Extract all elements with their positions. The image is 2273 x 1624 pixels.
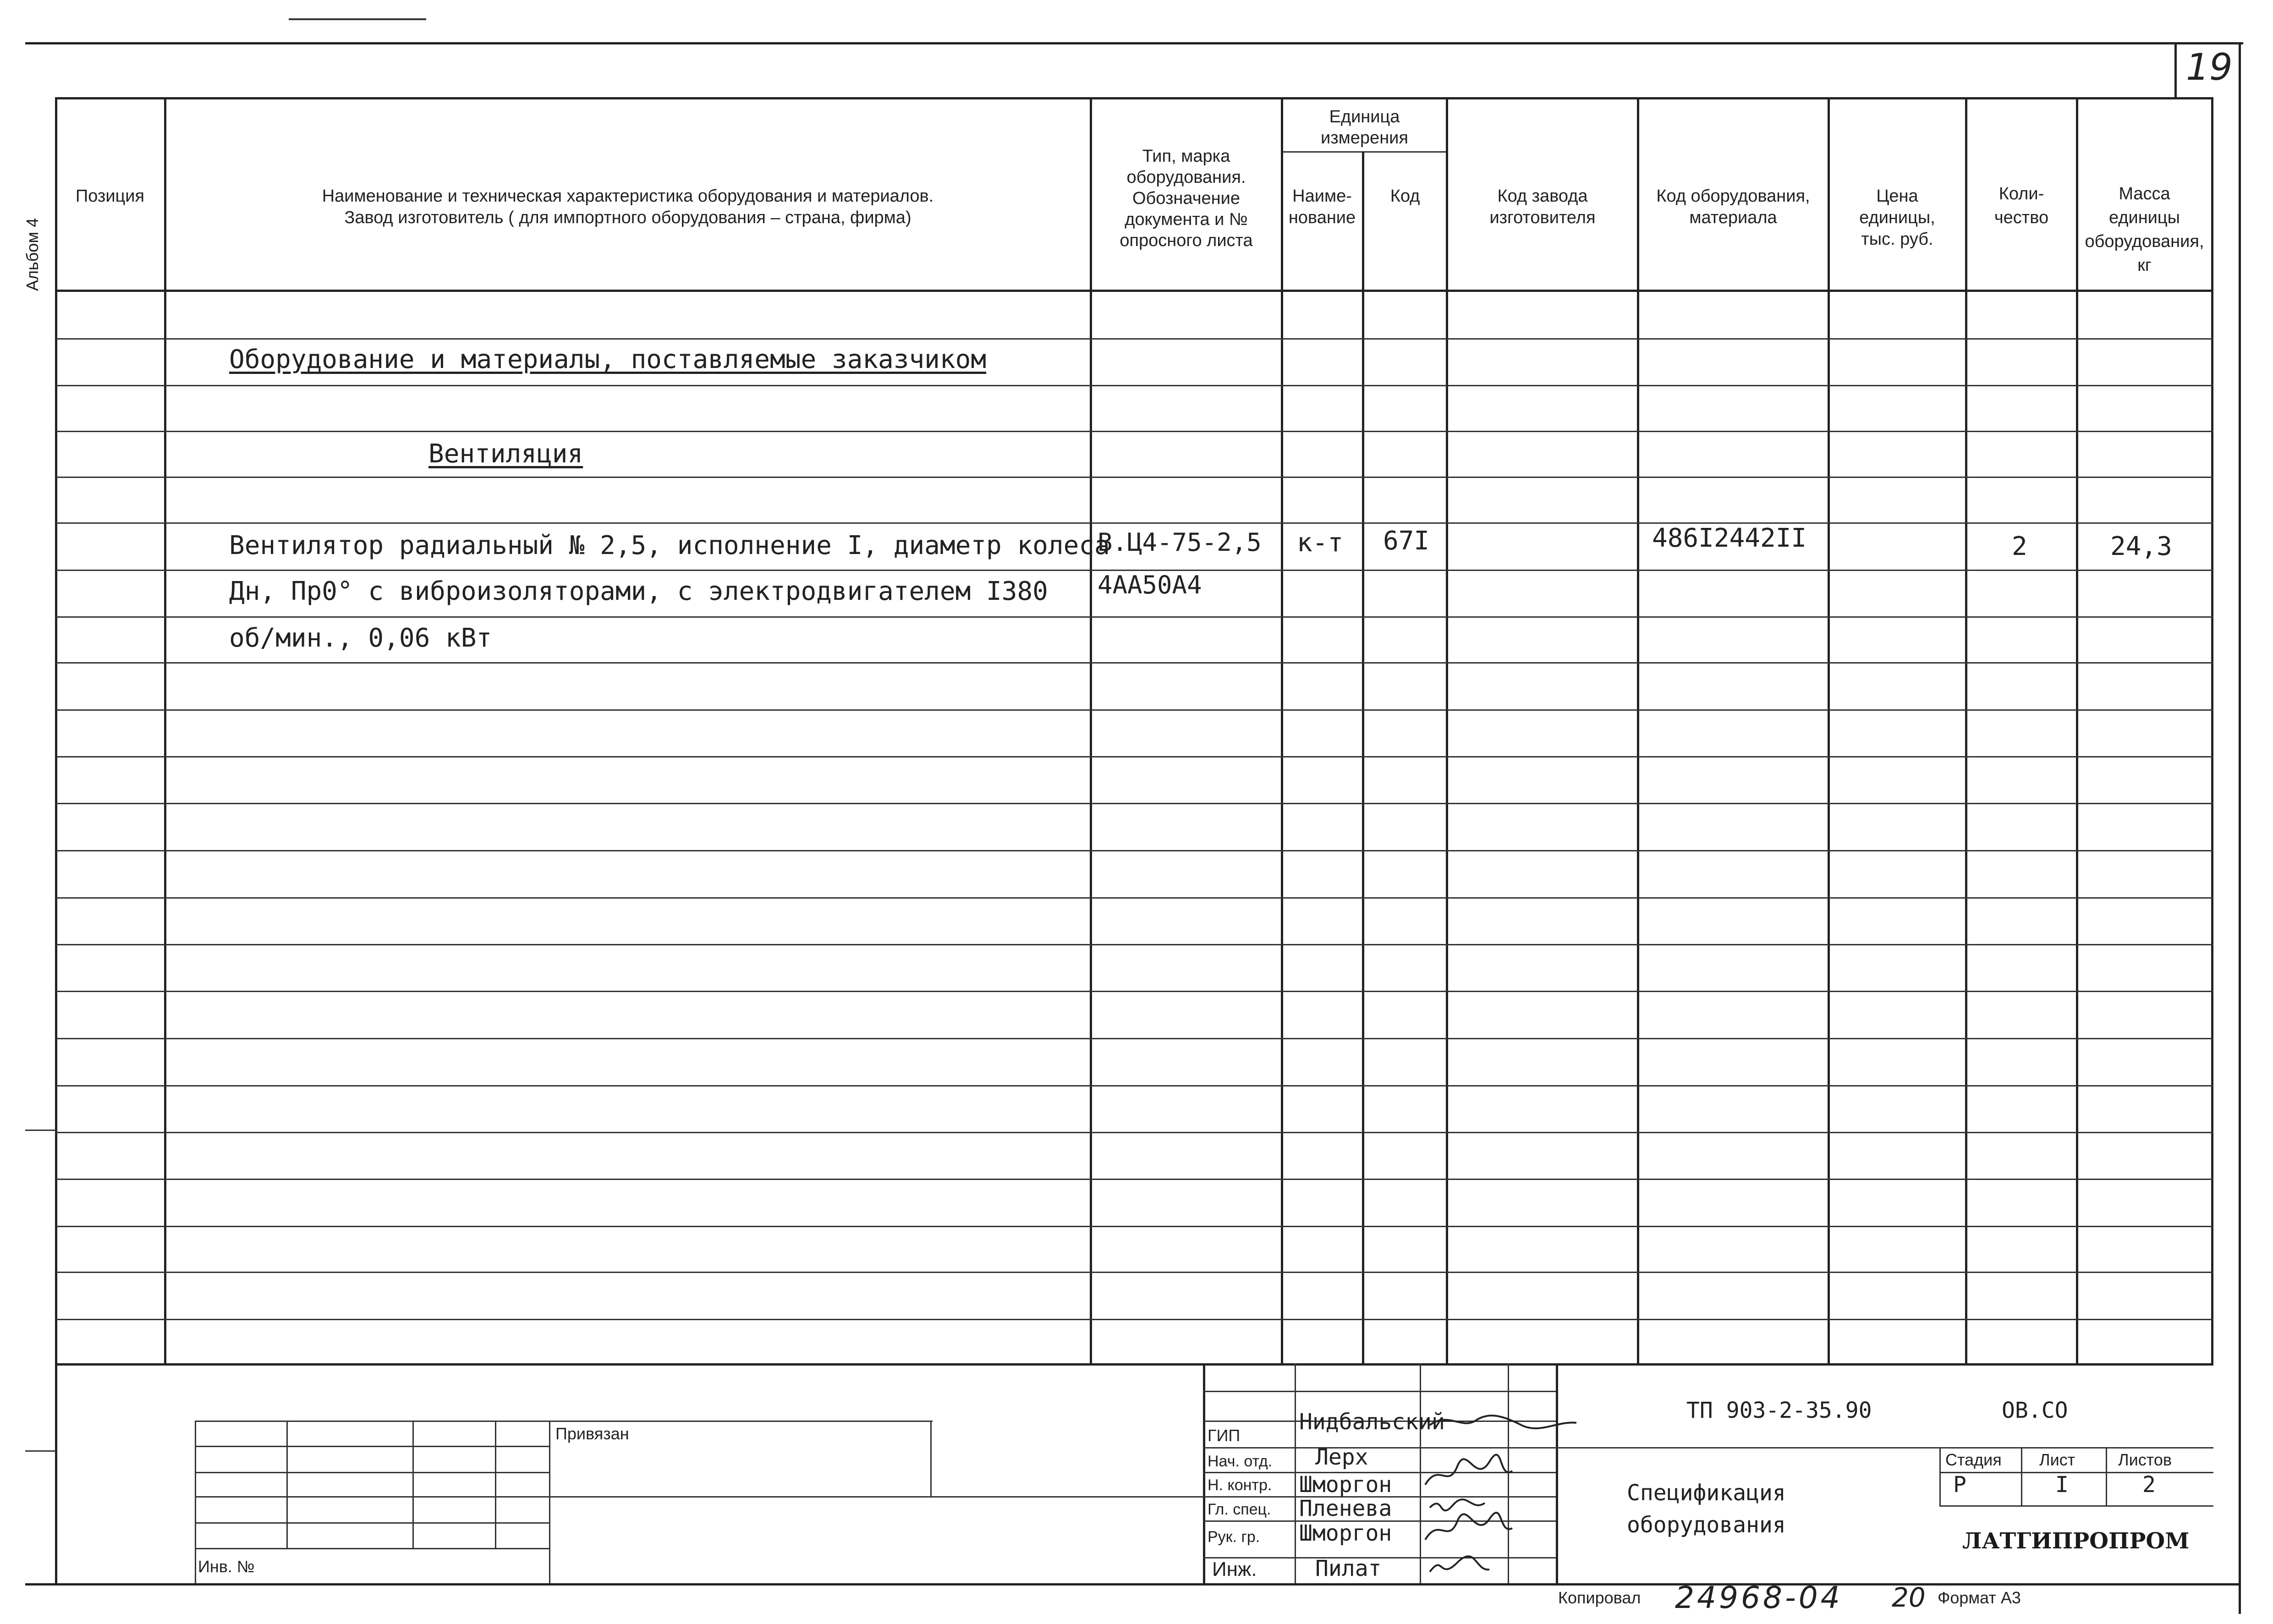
stage-col-2 xyxy=(2106,1447,2107,1507)
signature-n-kontr xyxy=(1425,1455,1512,1485)
inv-block-col xyxy=(286,1421,288,1548)
stage-row xyxy=(1939,1472,2213,1473)
sig-col-0 xyxy=(1203,1363,1205,1583)
header-mass: Масса xyxy=(2119,184,2170,203)
row-line xyxy=(55,1085,2213,1086)
inv-block-col xyxy=(549,1421,550,1583)
item-equip-code: 486I2442II xyxy=(1652,523,1807,553)
col-line-2 xyxy=(1090,97,1092,1366)
header-unit-group: измерения xyxy=(1321,128,1408,148)
name-nach-otd: Лерх xyxy=(1315,1444,1368,1470)
row-line xyxy=(55,1319,2213,1320)
header-type-line: оборудования. xyxy=(1126,168,1246,187)
header-qty: чество xyxy=(1994,208,2049,227)
col-line-10 xyxy=(2211,97,2213,1366)
doc-code: ТП 903-2-35.90 xyxy=(1686,1398,1872,1423)
item-type-line2: 4АА50А4 xyxy=(1098,571,1202,599)
table-header-bottom xyxy=(55,290,2213,292)
row-line xyxy=(55,385,2213,386)
role-gl-spec: Гл. спец. xyxy=(1208,1501,1271,1518)
col-line-7 xyxy=(1828,97,1830,1366)
inv-block-row xyxy=(195,1522,550,1524)
frame-right xyxy=(2239,42,2241,1614)
name-ruk-gr: Шморгон xyxy=(1299,1520,1392,1546)
title-line2: оборудования xyxy=(1627,1512,1786,1538)
header-type-line: опросного листа xyxy=(1120,231,1253,250)
inv-block-col xyxy=(195,1421,196,1583)
copied-label: Копировал xyxy=(1558,1588,1641,1607)
role-gip: ГИП xyxy=(1208,1426,1241,1445)
item-unit-code: 67I xyxy=(1383,526,1430,556)
row-line xyxy=(55,1226,2213,1227)
header-equip-code: материала xyxy=(1689,208,1777,227)
col-line-4 xyxy=(1362,151,1364,1366)
inv-block-row xyxy=(195,1446,550,1447)
col-line-8 xyxy=(1965,97,1967,1366)
margin-tick xyxy=(25,1130,56,1131)
sheet-value: I xyxy=(2055,1472,2069,1498)
privyazan-label: Привязан xyxy=(555,1424,629,1443)
signature-ruk-gr xyxy=(1425,1513,1512,1540)
item-name-line2: Дн, Пр0° с виброизоляторами, с электродвигателем I380 xyxy=(229,576,1048,606)
header-type-line: Обозначение xyxy=(1132,189,1240,208)
stage-row xyxy=(1939,1505,2213,1507)
sheets-value: 2 xyxy=(2142,1472,2156,1498)
subsection-title: Вентиляция xyxy=(428,439,583,469)
stage-col-0 xyxy=(1939,1447,1941,1507)
format-label: Формат А3 xyxy=(1938,1588,2021,1607)
stage-col-1 xyxy=(2021,1447,2022,1507)
copy-suffix: 20 xyxy=(1892,1582,1926,1613)
name-gl-spec: Пленева xyxy=(1299,1496,1392,1521)
header-qty: Коли- xyxy=(1998,184,2044,203)
col-line-5 xyxy=(1446,97,1448,1366)
inv-block-row xyxy=(195,1421,933,1422)
col-line-6 xyxy=(1637,97,1639,1366)
row-line xyxy=(55,991,2213,992)
item-type-line1: В.Ц4-75-2,5 xyxy=(1098,528,1262,557)
inv-block-row xyxy=(195,1548,550,1549)
header-price: Цена xyxy=(1876,187,1918,206)
item-name-line1: Вентилятор радиальный № 2,5, исполнение I, диаметр колеса xyxy=(229,531,1110,560)
row-line xyxy=(55,1272,2213,1273)
header-type-line: документа и № xyxy=(1125,210,1248,229)
inv-block-col xyxy=(930,1421,932,1498)
margin-tick xyxy=(25,1450,56,1452)
role-inzh: Инж. xyxy=(1212,1558,1257,1580)
sig-row xyxy=(1203,1391,1556,1392)
row-line xyxy=(55,1179,2213,1180)
col-line-1 xyxy=(164,97,166,1366)
row-line xyxy=(55,477,2213,478)
signature-inzh xyxy=(1430,1556,1489,1572)
signature-gip xyxy=(1430,1416,1576,1428)
inv-no-label: Инв. № xyxy=(198,1557,255,1576)
sheets-label: Листов xyxy=(2118,1450,2172,1469)
header-name-line2: Завод изготовитель ( для импортного оборудования – страна, фирма) xyxy=(344,208,911,227)
signature-marks xyxy=(1421,1393,1613,1586)
col-line-9 xyxy=(2076,97,2078,1366)
inv-block-row xyxy=(195,1472,550,1473)
row-line xyxy=(55,850,2213,851)
header-unit-code: Код xyxy=(1390,187,1420,206)
header-mass: единицы xyxy=(2109,208,2180,227)
doc-suffix: ОВ.СО xyxy=(2002,1398,2068,1423)
album-label: Альбом 4 xyxy=(23,218,42,291)
top-scan-line xyxy=(289,18,426,20)
header-factory-code: изготовителя xyxy=(1489,208,1596,227)
title-line1: Спецификация xyxy=(1627,1480,1786,1506)
frame-left xyxy=(55,99,57,1586)
name-inzh: Пилат xyxy=(1315,1556,1382,1581)
header-unit-name: Наиме- xyxy=(1292,187,1352,206)
inv-block-col xyxy=(495,1421,496,1548)
item-name-line3: об/мин., 0,06 кВт xyxy=(229,623,492,653)
role-n-kontr: Н. контр. xyxy=(1208,1476,1272,1494)
table-header-top xyxy=(55,97,2213,99)
row-line xyxy=(55,338,2213,340)
section-title: Оборудование и материалы, поставляемые заказчиком xyxy=(229,345,987,374)
item-unit: к-т xyxy=(1297,528,1344,558)
name-gip: Нидбальский xyxy=(1299,1409,1445,1435)
header-unit-name: нование xyxy=(1288,208,1356,227)
header-mass: кг xyxy=(2137,256,2152,275)
role-nach-otd: Нач. отд. xyxy=(1208,1453,1273,1470)
row-line xyxy=(55,897,2213,899)
stage-label: Стадия xyxy=(1945,1450,2002,1469)
item-mass: 24,3 xyxy=(2110,532,2172,561)
name-n-kontr: Шморгон xyxy=(1299,1472,1392,1498)
signature-gl-spec xyxy=(1430,1499,1485,1510)
frame-top xyxy=(25,42,2243,44)
sheet-label: Лист xyxy=(2039,1450,2075,1469)
row-line xyxy=(55,1038,2213,1039)
page-number-box-left xyxy=(2174,42,2177,97)
table-bottom xyxy=(55,1363,2213,1366)
header-price: единицы, xyxy=(1859,208,1935,227)
copy-number: 24968-04 xyxy=(1675,1580,1843,1615)
row-line xyxy=(55,803,2213,804)
header-unit-group: Единица xyxy=(1329,107,1400,126)
col-line-3 xyxy=(1281,97,1283,1366)
inv-block-row xyxy=(195,1496,1205,1498)
page-number: 19 xyxy=(2186,46,2233,88)
row-line xyxy=(55,944,2213,945)
org-name: ЛАТГИПРОПРОМ xyxy=(1962,1528,2190,1554)
header-mass: оборудования, xyxy=(2085,232,2204,251)
header-position: Позиция xyxy=(75,187,145,206)
sig-col-1 xyxy=(1295,1363,1296,1583)
row-line xyxy=(55,756,2213,757)
header-equip-code: Код оборудования, xyxy=(1656,187,1810,206)
row-line xyxy=(55,522,2213,524)
header-price: тыс. руб. xyxy=(1861,230,1933,249)
header-name-line1: Наименование и техническая характеристика оборудования и материалов. xyxy=(322,187,934,206)
row-line xyxy=(55,709,2213,711)
row-line xyxy=(55,1132,2213,1133)
header-factory-code: Код завода xyxy=(1497,187,1588,206)
stage-value: Р xyxy=(1953,1472,1966,1498)
item-qty: 2 xyxy=(2012,532,2027,561)
row-line xyxy=(55,431,2213,432)
row-line xyxy=(55,662,2213,664)
row-line xyxy=(55,616,2213,618)
inv-block-col xyxy=(412,1421,414,1548)
role-ruk-gr: Рук. гр. xyxy=(1208,1528,1260,1546)
header-type-line: Тип, марка xyxy=(1142,147,1230,166)
